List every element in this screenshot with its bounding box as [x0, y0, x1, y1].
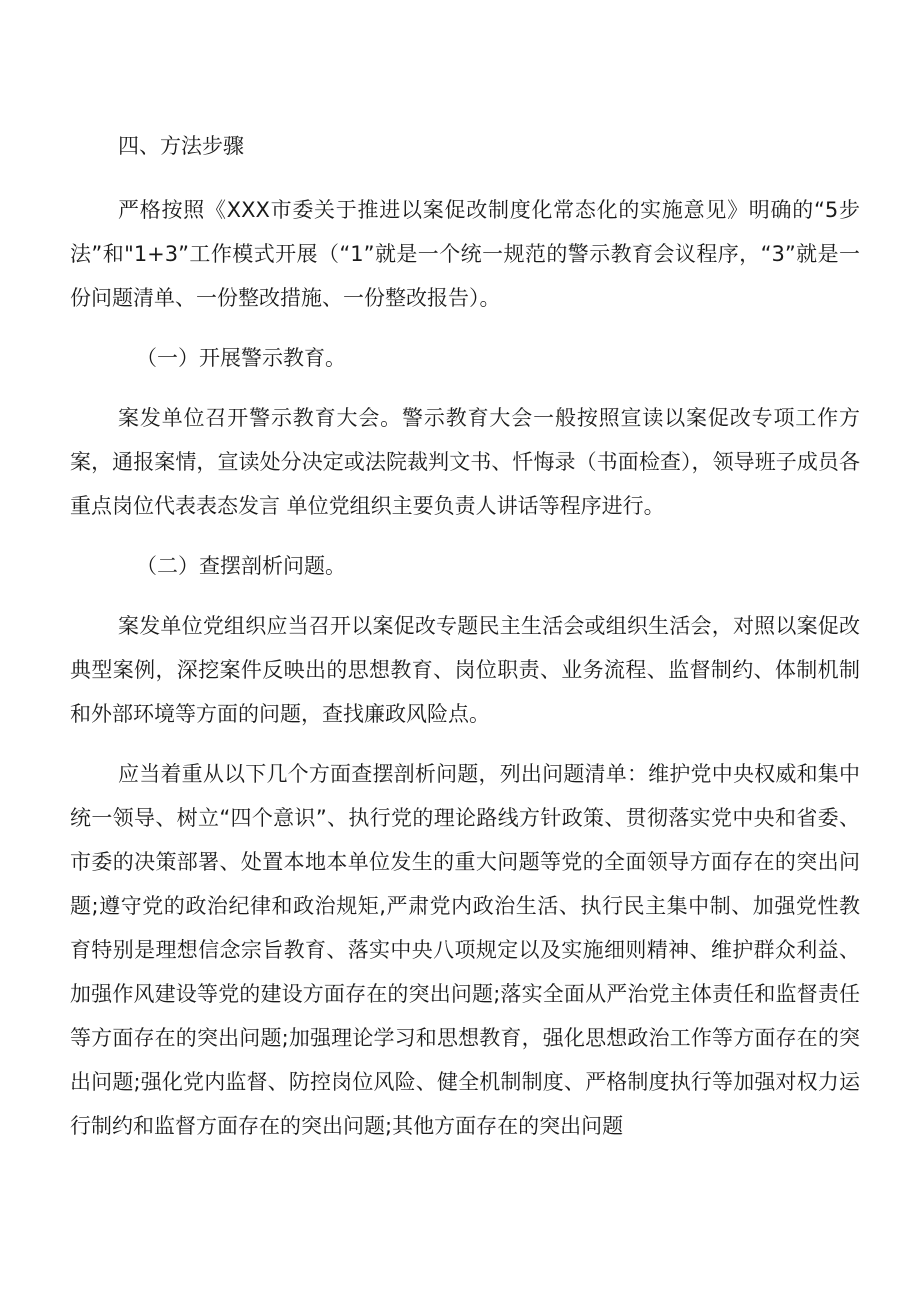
paragraph-problem-analysis: 案发单位党组织应当召开以案促改专题民主生活会或组织生活会，对照以案促改典型案例，深挖案件反映出的思想教育、岗位职责、业务流程、监督制约、体制机制和外部环境等方面的问题，查找廉政风险点。: [70, 614, 860, 726]
section-title: 四、方法步骤: [118, 134, 244, 158]
paragraph-warning-education: 案发单位召开警示教育大会。警示教育大会一般按照宣读以案促改专项工作方案，通报案情，宣读处分决定或法院裁判文书、忏悔录（书面检查），领导班子成员各重点岗位代表表态发言 单位党组织主要负责人讲话等程序进行。: [70, 406, 860, 518]
paragraph-gap: [70, 528, 860, 544]
paragraph-problem-list: 应当着重从以下几个方面查摆剖析问题，列出问题清单：维护党中央权威和集中统一领导、树立“四个意识”、执行党的理论路线方针政策、贯彻落实党中央和省委、市委的决策部署、处置本地本单位发生的重大问题等党的全面领导方面存在的突出问题;遵守党的政治纪律和政治规矩,严肃党内政治生活、执行民主集中制、加强党性教育特别是理想信念宗旨教育、落实中央八项规定以及实施细则精神、维护群众利益、加强作风建设等党的建设方面存在的突出问题;落实全面从严治党主体责任和监督责任等方面存在的突出问题;加强理论学习和思想教育，强化思想政治工作等方面存在的突出问题;强化党内监督、防控岗位风险、健全机制制度、严格制度执行等加强对权力运行制约和监督方面存在的突出问题;其他方面存在的突出问题: [70, 762, 860, 1138]
paragraph-gap: [70, 736, 860, 752]
subsection-title-problem-analysis: （二）查摆剖析问题。: [136, 554, 346, 578]
paragraph-gap: [70, 380, 860, 396]
paragraph-method-overview: 严格按照《XXX市委关于推进以案促改制度化常态化的实施意见》明确的“5步法”和"1+3”工作模式开展（“1”就是一个统一规范的警示教育会议程序，“3”就是一份问题清单、一份整改措施、一份整改报告）。: [70, 198, 860, 310]
subsection-title-warning-education: （一）开展警示教育。: [136, 346, 346, 370]
paragraph-gap: [70, 320, 860, 336]
paragraph-gap: [70, 588, 860, 604]
